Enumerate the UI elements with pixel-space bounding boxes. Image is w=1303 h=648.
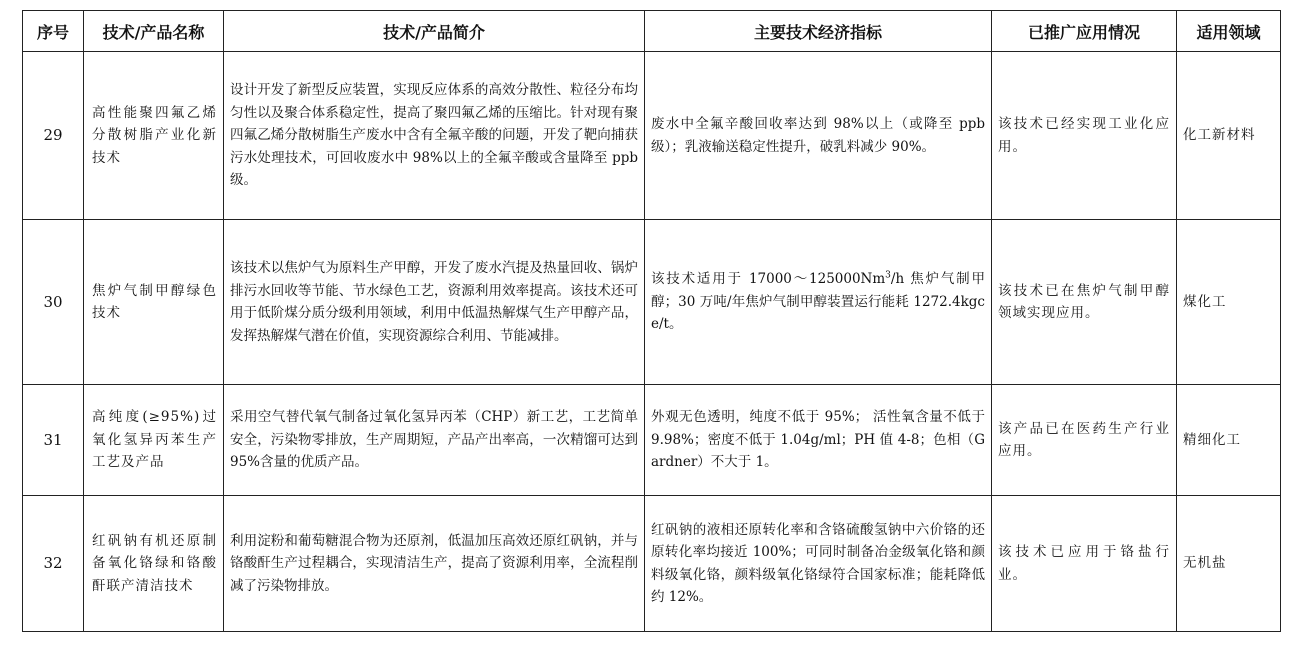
row-number: 29 (23, 52, 84, 220)
table-row (23, 496, 1281, 632)
tech-name: 红矾钠有机还原制备氧化铬绿和铬酸酐联产清洁技术 (84, 496, 224, 632)
header-row (23, 11, 1281, 52)
header-status: 已推广应用情况 (992, 11, 1177, 52)
technology-table (22, 10, 1281, 632)
application-field: 精细化工 (1177, 385, 1281, 496)
tech-name: 焦炉气制甲醇绿色技术 (84, 220, 224, 385)
tech-indicators (645, 220, 992, 385)
header-no: 序号 (23, 11, 84, 52)
indicators-part-b: /h 焦炉气制甲醇；30 万吨/年焦炉气制甲醇装置运行能耗 1272.4kgce/t。 (651, 271, 985, 333)
superscript-3: 3 (885, 270, 891, 281)
tech-intro: 利用淀粉和葡萄糖混合物为还原剂，低温加压高效还原红矾钠，并与铬酸酐生产过程耦合，实现清洁生产，提高了资源利用率，全流程削减了污染物排放。 (224, 496, 645, 632)
row-number: 31 (23, 385, 84, 496)
tech-indicators: 外观无色透明，纯度不低于 95%； 活性氧含量不低于 9.98%；密度不低于 1.04g/ml；PH 值 4-8；色相（Gardner）不大于 1。 (645, 385, 992, 496)
application-status: 该产品已在医药生产行业应用。 (992, 385, 1177, 496)
row-number: 30 (23, 220, 84, 385)
tech-name: 高纯度(≥95%)过氧化氢异丙苯生产工艺及产品 (84, 385, 224, 496)
header-field: 适用领域 (1177, 11, 1281, 52)
tech-name: 高性能聚四氟乙烯分散树脂产业化新技术 (84, 52, 224, 220)
application-field: 无机盐 (1177, 496, 1281, 632)
tech-indicators: 红矾钠的液相还原转化率和含铬硫酸氢钠中六价铬的还原转化率均接近 100%；可同时制备冶金级氧化铬和颜料级氧化铬，颜料级氧化铬绿符合国家标准；能耗降低约 12%。 (645, 496, 992, 632)
tech-intro: 该技术以焦炉气为原料生产甲醇，开发了废水汽提及热量回收、锅炉排污水回收等节能、节水绿色工艺，资源利用效率提高。该技术还可用于低阶煤分质分级利用领域，利用中低温热解煤气生产甲醇产品，发挥热解煤气潜在价值，实现资源综合利用、节能减排。 (224, 220, 645, 385)
table-row (23, 385, 1281, 496)
indicators-part-a: 该技术适用于 17000～125000Nm (651, 271, 886, 288)
table-row (23, 52, 1281, 220)
header-intro: 技术/产品简介 (224, 11, 645, 52)
header-name: 技术/产品名称 (84, 11, 224, 52)
application-status: 该技术已应用于铬盐行业。 (992, 496, 1177, 632)
application-field: 煤化工 (1177, 220, 1281, 385)
tech-intro: 采用空气替代氧气制备过氧化氢异丙苯（CHP）新工艺，工艺简单安全，污染物零排放，生产周期短，产品产出率高，一次精馏可达到 95%含量的优质产品。 (224, 385, 645, 496)
application-status: 该技术已经实现工业化应用。 (992, 52, 1177, 220)
tech-indicators: 废水中全氟辛酸回收率达到 98%以上（或降至 ppb 级）；乳液输送稳定性提升，破乳料减少 90%。 (645, 52, 992, 220)
header-indicators: 主要技术经济指标 (645, 11, 992, 52)
row-number: 32 (23, 496, 84, 632)
application-field: 化工新材料 (1177, 52, 1281, 220)
application-status: 该技术已在焦炉气制甲醇领域实现应用。 (992, 220, 1177, 385)
table-row (23, 220, 1281, 385)
tech-intro: 设计开发了新型反应装置，实现反应体系的高效分散性、粒径分布均匀性以及聚合体系稳定性，提高了聚四氟乙烯的压缩比。针对现有聚四氟乙烯分散树脂生产废水中含有全氟辛酸的问题，开发了靶向捕获污水处理技术，可回收废水中 98%以上的全氟辛酸或含量降至 ppb 级。 (224, 52, 645, 220)
